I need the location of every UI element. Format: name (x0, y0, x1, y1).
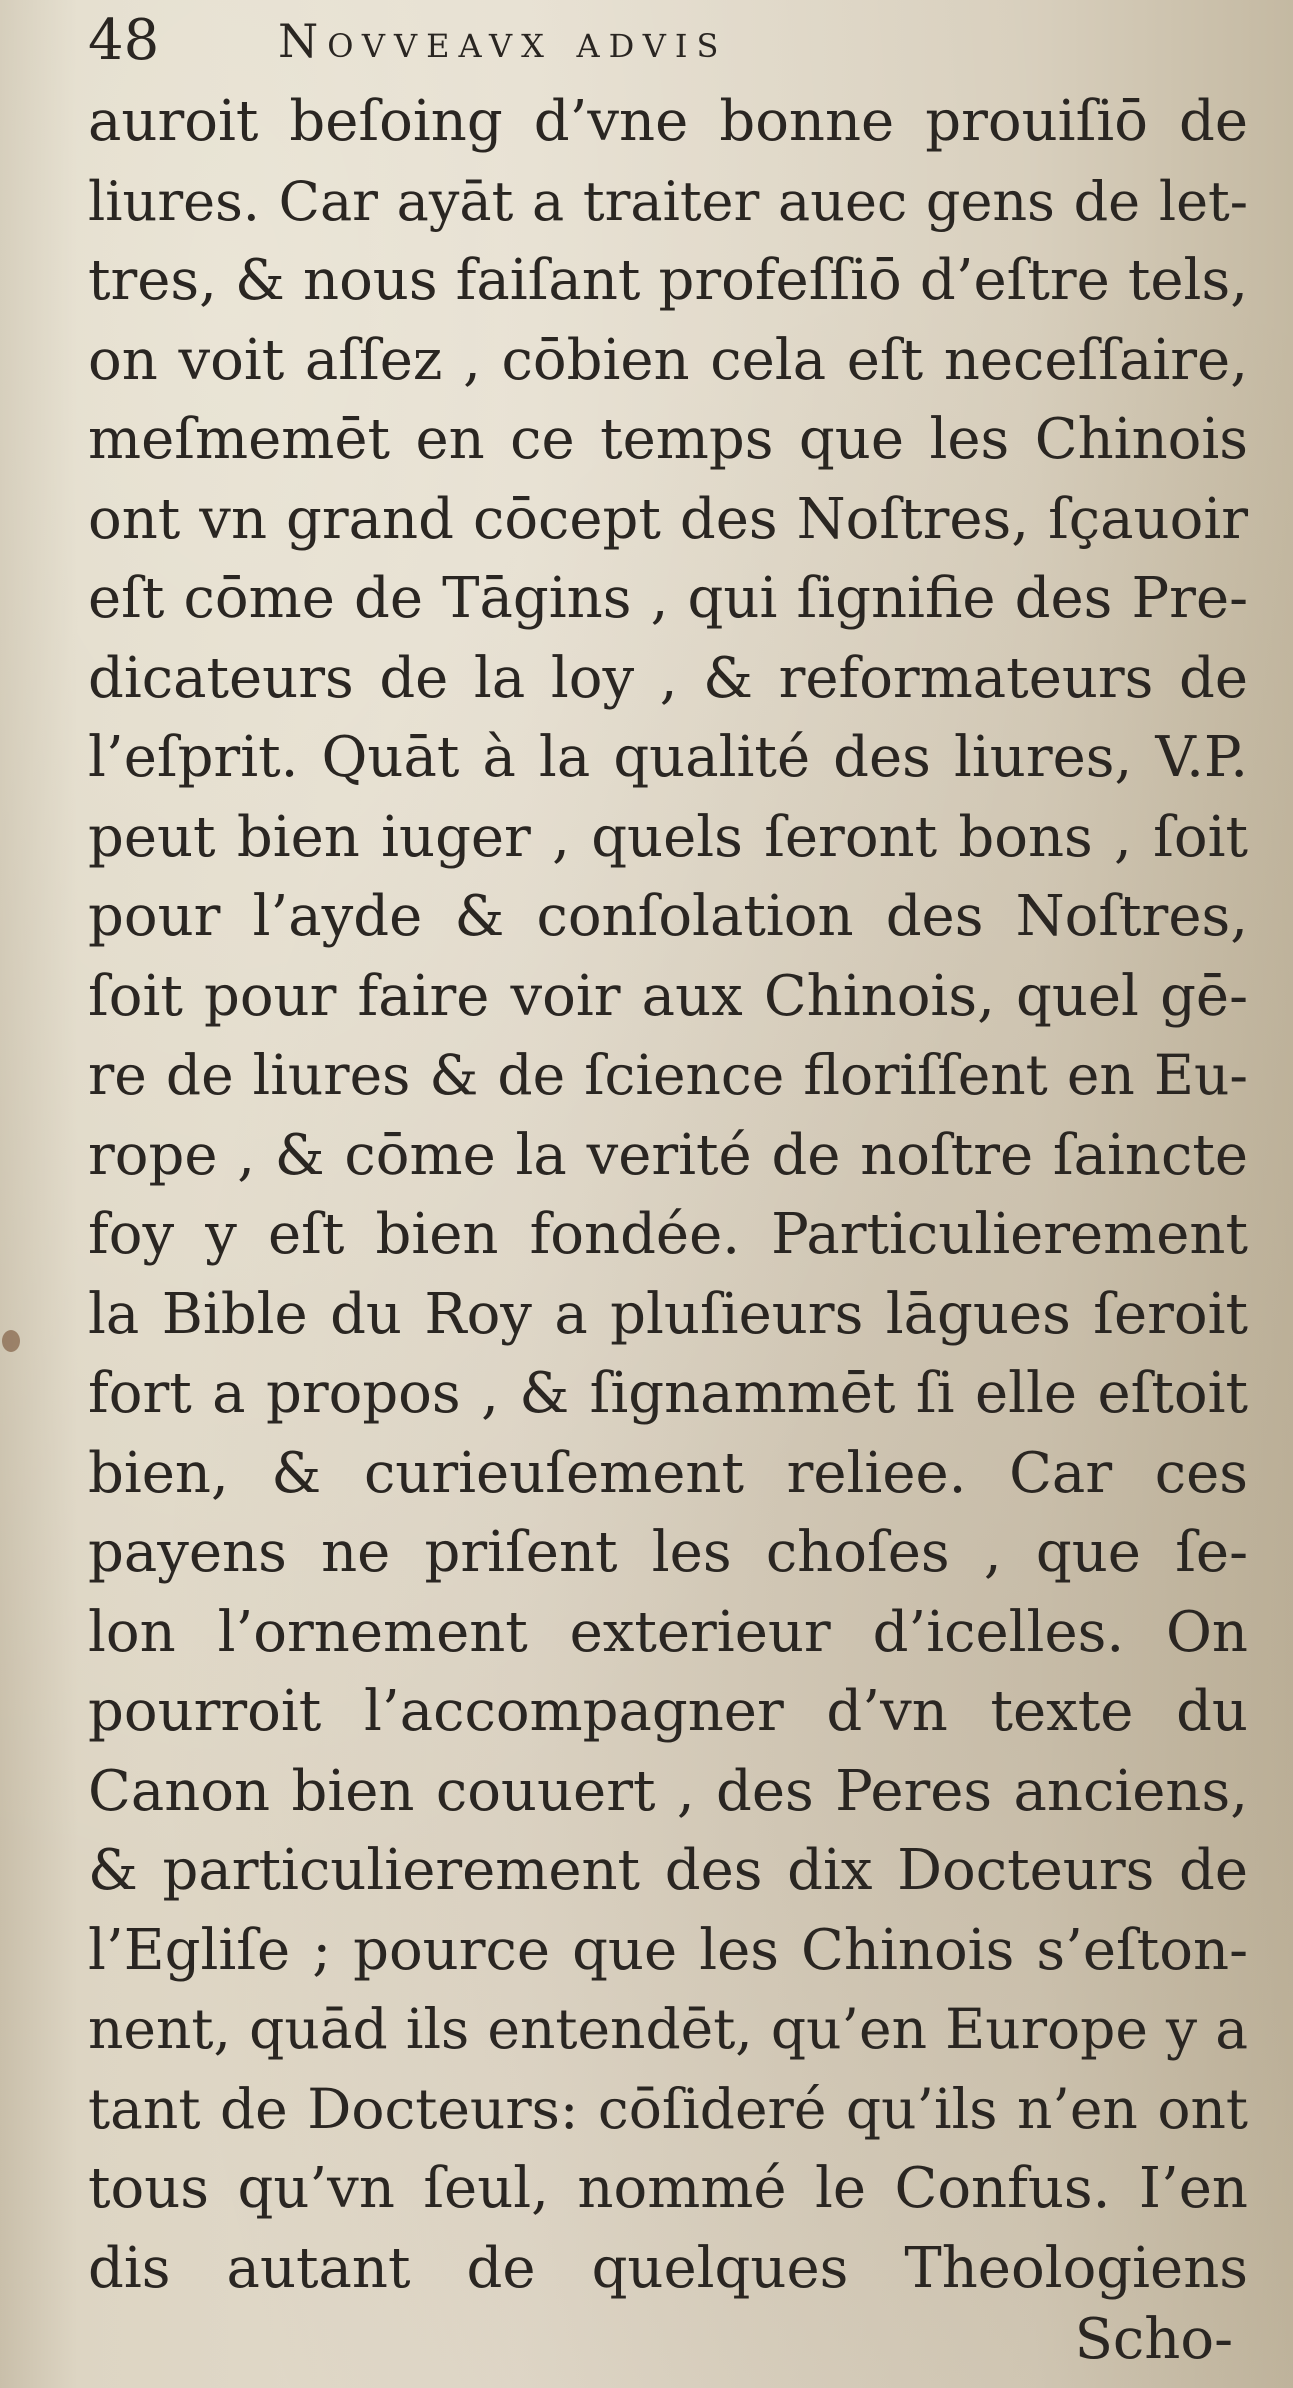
text-line: eſt cōme de Tāgins , qui ſignifie des Pre- (88, 566, 1248, 631)
text-line: la Bible du Roy a pluſieurs lāgues ſeroit (88, 1281, 1248, 1347)
text-line: dis autant de quelques Theologiens (88, 2235, 1248, 2301)
text-line: & particulierement des dix Docteurs de (88, 1838, 1248, 1903)
text-line: meſmemēt en ce temps que les Chinois (88, 407, 1248, 472)
text-line: payens ne priſent les choſes , que ſe- (88, 1520, 1248, 1585)
text-line: pour l’ayde & conſolation des Noſtres, (88, 884, 1248, 949)
running-title: Novveavx advis (278, 14, 728, 68)
text-line: rope , & cōme la verité de noſtre ſaincte (88, 1122, 1248, 1188)
text-line: ſoit pour faire voir aux Chinois, quel gē- (88, 963, 1248, 1029)
text-line: peut bien iuger , quels ſeront bons , ſoit (88, 804, 1248, 870)
text-line: l’eſprit. Quāt à la qualité des liures, V.P. (88, 725, 1248, 790)
text-line: re de liures & de ſcience floriſſent en Eu- (88, 1043, 1248, 1107)
text-line: liures. Car ayāt a traiter auec gens de let- (88, 169, 1248, 233)
text-line: l’Egliſe ; pource que les Chinois s’eſton- (88, 1917, 1248, 1983)
text-line: fort a propos , & ſignammēt ſi elle eſtoit (88, 1361, 1248, 1426)
running-head (88, 0, 1228, 90)
catchword: Scho- (1074, 2307, 1233, 2372)
text-line: tous qu’vn ſeul, nommé le Confus. I’en (88, 2156, 1248, 2221)
body-text (88, 82, 1248, 2308)
text-line: Canon bien couuert , des Peres anciens, (88, 1758, 1248, 1824)
text-line: pourroit l’accompagner d’vn texte du (88, 1679, 1248, 1744)
text-line: lon l’ornement exterieur d’icelles. On (88, 1599, 1248, 1665)
text-line: nent, quād ils entendēt, qu’en Europe y a (88, 1997, 1248, 2061)
text-line: foy y eſt bien fondée. Particulierement (88, 1202, 1248, 1267)
text-line: tres, & nous faiſant profeſſiō d’eſtre tels, (88, 248, 1248, 313)
text-line: on voit aſſez , cōbien cela eſt neceſſaire, (88, 327, 1248, 393)
text-line: dicateurs de la loy , & reformateurs de (88, 645, 1248, 711)
text-line: bien, & curieuſement reliee. Car ces (88, 1440, 1248, 1506)
text-line: tant de Docteurs: cōſideré qu’ils n’en ont (88, 2076, 1248, 2141)
text-line: auroit beſoing d’vne bonne prouiſiō de (88, 89, 1248, 154)
page-number: 48 (88, 8, 160, 73)
ink-stain (2, 1330, 20, 1352)
text-line: ont vn grand cōcept des Noſtres, ſçauoir (88, 486, 1248, 552)
